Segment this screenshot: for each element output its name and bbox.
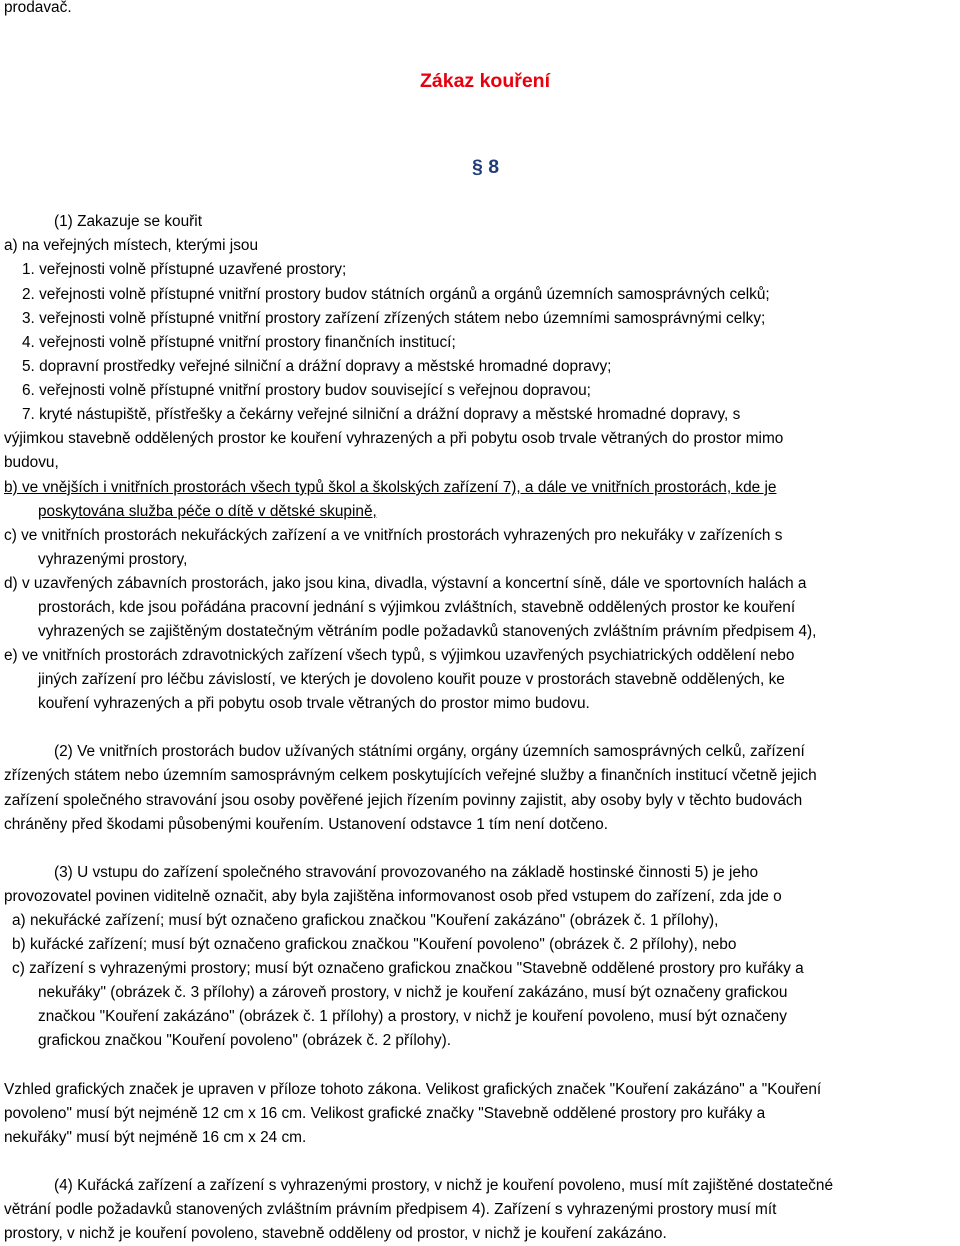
section-number: § 8 [472, 156, 500, 178]
list-item-continuation: výjimkou stavebně oddělených prostor ke kouření vyhrazených a při pobytu osob trvale větraných do prostor mimo [4, 430, 784, 447]
item-a-intro: a) na veřejných místech, kterými jsou [4, 237, 259, 254]
paragraph-2-line: zřízených státem nebo územním samosprávným celkem poskytujících veřejné služby a finančních institucí včetně jejich [4, 767, 817, 784]
list-item: 3. veřejnosti volně přístupné vnitřní prostory zařízení zřízených státem nebo územními samosprávnými celky; [22, 310, 766, 327]
signs-note-line: nekuřáky" musí být nejméně 16 cm x 24 cm. [4, 1129, 307, 1146]
item-c-line: vyhrazenými prostory, [38, 551, 188, 568]
signs-note-line: povoleno" musí být nejméně 12 cm x 16 cm. Velikost grafické značky "Stavebně oddělené prostory pro kuřáky a [4, 1105, 766, 1122]
list-item: 2. veřejnosti volně přístupné vnitřní prostory budov státních orgánů a orgánů územních samosprávných celků; [22, 286, 770, 303]
paragraph-4-line: prostory, v nichž je kouření povoleno, stavebně odděleny od prostor, v nichž je kouření zakázáno. [4, 1225, 667, 1242]
paragraph-2-line: zařízení společného stravování jsou osoby pověřené jejich řízením povinny zajistit, aby osoby byly v těchto budovách [4, 792, 803, 809]
previous-page-text: prodavač. [4, 0, 72, 16]
paragraph-3-line: (3) U vstupu do zařízení společného stravování provozovaného na základě hostinské činnosti 5) je jeho [54, 864, 759, 881]
list-item-continuation: budovu, [4, 454, 59, 471]
list-item: 7. kryté nástupiště, přístřešky a čekárny veřejné silniční a drážní dopravy a městské hromadné dopravy, s [22, 406, 741, 423]
item-b-line: poskytována služba péče o dítě v dětské skupině, [38, 503, 377, 520]
page-title: Zákaz kouření [419, 70, 551, 92]
item-e-line: kouření vyhrazených a při pobytu osob trvale větraných do prostor mimo budovu. [38, 695, 590, 712]
paragraph-3-line: grafickou značkou "Kouření povoleno" (obrázek č. 2 přílohy). [38, 1032, 452, 1049]
list-item: 5. dopravní prostředky veřejné silniční a drážní dopravy a městské hromadné dopravy; [22, 358, 612, 375]
paragraph-2-line: (2) Ve vnitřních prostorách budov užívaných státními orgány, orgány územních samosprávných celků, zařízení [54, 743, 805, 760]
list-item: 6. veřejnosti volně přístupné vnitřní prostory budov související s veřejnou dopravou; [22, 382, 591, 399]
item-c-line: c) ve vnitřních prostorách nekuřáckých zařízení a ve vnitřních prostorách vyhrazených pro nekuřáky v zařízeních s [4, 527, 783, 544]
item-b-line: b) ve vnějších i vnitřních prostorách všech typů škol a školských zařízení 7), a dále ve vnitřních prostorách, kde je [4, 479, 777, 496]
paragraph-4-line: větrání podle požadavků stanovených zvláštním právním předpisem 4). Zařízení s vyhrazenými prostory musí mít [4, 1201, 777, 1218]
list-item: 4. veřejnosti volně přístupné vnitřní prostory finančních institucí; [22, 334, 456, 351]
paragraph-3-line: nekuřáky" (obrázek č. 3 přílohy) a zároveň prostory, v nichž je kouření zakázáno, musí být označeny grafickou [38, 984, 788, 1001]
signs-note-line: Vzhled grafických značek je upraven v příloze tohoto zákona. Velikost grafických značek "Kouření zakázáno" a "Kouření [4, 1081, 822, 1098]
item-d-line: vyhrazených se zajištěným dostatečným větráním podle požadavků stanovených zvláštním právním předpisem 4), [38, 623, 817, 640]
item-d-line: d) v uzavřených zábavních prostorách, jako jsou kina, divadla, výstavní a koncertní síně, dále ve sportovních halách a [4, 575, 807, 592]
paragraph-1-intro: (1) Zakazuje se kouřit [54, 213, 202, 230]
paragraph-4-line: (4) Kuřácká zařízení a zařízení s vyhrazenými prostory, v nichž je kouření povoleno, musí mít zajištěné dostatečné [54, 1177, 833, 1194]
paragraph-3-line: b) kuřácké zařízení; musí být označeno grafickou značkou "Kouření povoleno" (obrázek č. 2 přílohy), nebo [12, 936, 737, 953]
paragraph-3-line: a) nekuřácké zařízení; musí být označeno grafickou značkou "Kouření zakázáno" (obrázek č. 1 přílohy), [12, 912, 719, 929]
item-e-line: e) ve vnitřních prostorách zdravotnických zařízení všech typů, s výjimkou uzavřených psychiatrických oddělení nebo [4, 647, 795, 664]
paragraph-3-line: c) zařízení s vyhrazenými prostory; musí být označeno grafickou značkou "Stavebně oddělené prostory pro kuřáky a [12, 960, 804, 977]
item-d-line: prostorách, kde jsou pořádána pracovní jednání s výjimkou zvláštních, stavebně oddělených prostor ke kouření [38, 599, 796, 616]
paragraph-3-line: provozovatel povinen viditelně označit, aby byla zajištěna informovanost osob před vstupem do zařízení, zda jde o [4, 888, 782, 905]
list-item: 1. veřejnosti volně přístupné uzavřené prostory; [22, 261, 347, 278]
item-e-line: jiných zařízení pro léčbu závislostí, ve kterých je dovoleno kouřit pouze v prostorách stavebně oddělených, ke [38, 671, 785, 688]
paragraph-3-line: značkou "Kouření zakázáno" (obrázek č. 1 přílohy) a prostory, v nichž je kouření povoleno, musí být označeny [38, 1008, 787, 1025]
paragraph-2-line: chráněny před škodami působenými kouřením. Ustanovení odstavce 1 tím není dotčeno. [4, 816, 608, 833]
